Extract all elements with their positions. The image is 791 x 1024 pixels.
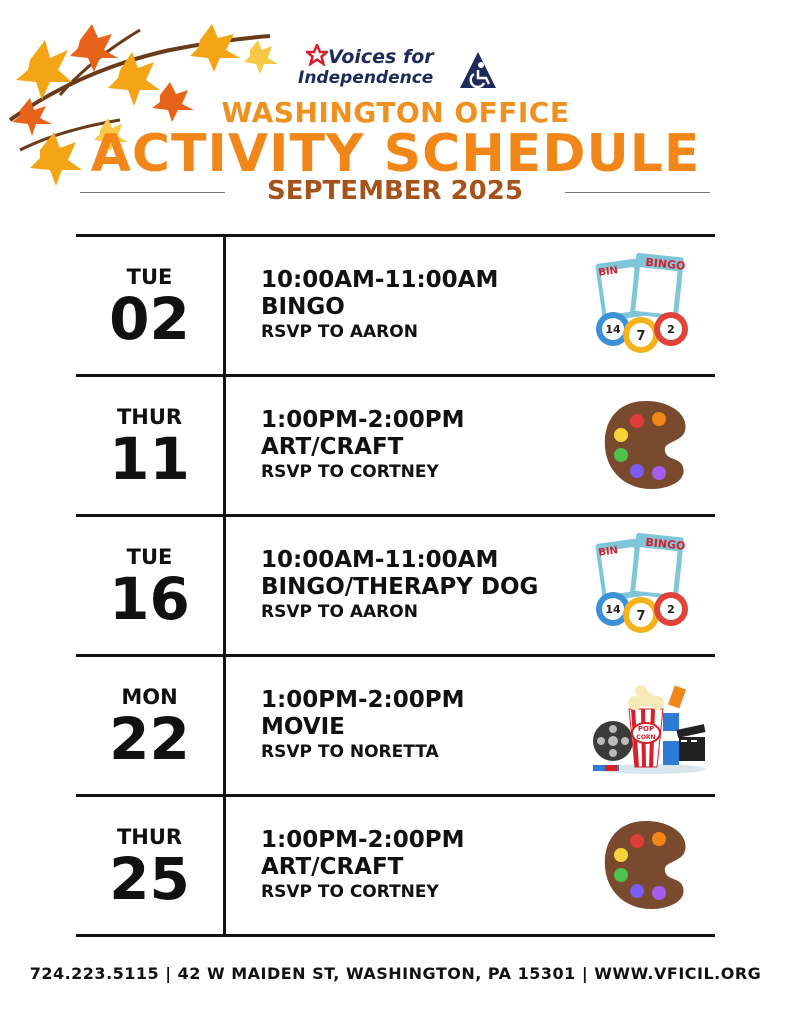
event-rsvp: RSVP TO AARON xyxy=(261,602,418,622)
schedule-row xyxy=(76,377,715,517)
logo-text-line2: Independence xyxy=(298,68,434,88)
day-number: 16 xyxy=(109,565,190,633)
schedule-row xyxy=(76,797,715,937)
day-number: 11 xyxy=(109,425,190,493)
day-of-week: THUR xyxy=(116,405,183,429)
accessibility-icon xyxy=(456,48,500,92)
day-cell xyxy=(76,517,226,654)
event-time: 1:00PM-2:00PM xyxy=(261,407,465,433)
day-cell xyxy=(76,237,226,374)
schedule-row xyxy=(76,237,715,377)
month-label: SEPTEMBER 2025 xyxy=(267,176,523,206)
event-activity: ART/CRAFT xyxy=(261,854,404,880)
svg-text:POP: POP xyxy=(637,725,655,733)
day-of-week: TUE xyxy=(126,265,173,289)
svg-text:BINGO: BINGO xyxy=(644,255,686,273)
svg-text:14: 14 xyxy=(605,323,621,336)
event-info xyxy=(261,827,464,903)
svg-text:7: 7 xyxy=(636,609,646,624)
month-heading xyxy=(80,176,710,210)
event-activity: BINGO/THERAPY DOG xyxy=(261,574,539,600)
organization-logo xyxy=(298,44,508,96)
day-number: 22 xyxy=(109,705,190,773)
event-time: 1:00PM-2:00PM xyxy=(261,827,465,853)
event-time: 10:00AM-11:00AM xyxy=(261,547,499,573)
bingo-icon xyxy=(591,251,701,359)
svg-text:BINGO: BINGO xyxy=(644,535,686,553)
event-info xyxy=(261,267,498,343)
event-rsvp: RSVP TO CORTNEY xyxy=(261,462,439,482)
day-of-week: TUE xyxy=(126,545,173,569)
svg-text:14: 14 xyxy=(605,603,621,616)
event-activity: BINGO xyxy=(261,294,345,320)
movie-icon xyxy=(571,671,721,779)
palette-icon xyxy=(591,811,701,919)
day-number: 02 xyxy=(109,285,190,353)
svg-text:2: 2 xyxy=(667,603,675,616)
palette-icon xyxy=(591,391,701,499)
divider-right xyxy=(565,192,710,193)
event-rsvp: RSVP TO CORTNEY xyxy=(261,882,439,902)
event-activity: MOVIE xyxy=(261,714,345,740)
event-rsvp: RSVP TO AARON xyxy=(261,322,418,342)
event-info xyxy=(261,547,538,623)
day-of-week: MON xyxy=(121,685,178,709)
office-name: WASHINGTON OFFICE xyxy=(221,96,570,129)
day-cell xyxy=(76,797,226,934)
event-time: 10:00AM-11:00AM xyxy=(261,267,499,293)
schedule-row xyxy=(76,517,715,657)
schedule-row xyxy=(76,657,715,797)
day-number: 25 xyxy=(109,845,190,913)
svg-text:BIN: BIN xyxy=(597,545,619,559)
day-cell xyxy=(76,377,226,514)
event-activity: ART/CRAFT xyxy=(261,434,404,460)
event-rsvp: RSVP TO NORETTA xyxy=(261,742,439,762)
event-info xyxy=(261,407,464,483)
contact-footer: 724.223.5115 | 42 W MAIDEN ST, WASHINGTON, PA 15301 | WWW.VFICIL.ORG xyxy=(29,964,762,983)
svg-text:2: 2 xyxy=(667,323,675,336)
event-info xyxy=(261,687,464,763)
star-icon xyxy=(306,44,328,66)
svg-text:7: 7 xyxy=(636,329,646,344)
svg-text:BIN: BIN xyxy=(597,265,619,279)
day-of-week: THUR xyxy=(116,825,183,849)
svg-text:CORN: CORN xyxy=(636,734,656,741)
bingo-icon xyxy=(591,531,701,639)
logo-text-line1: Voices for xyxy=(328,46,434,68)
schedule-table xyxy=(76,234,715,937)
event-time: 1:00PM-2:00PM xyxy=(261,687,465,713)
page-title: ACTIVITY SCHEDULE xyxy=(90,124,701,184)
day-cell xyxy=(76,657,226,794)
